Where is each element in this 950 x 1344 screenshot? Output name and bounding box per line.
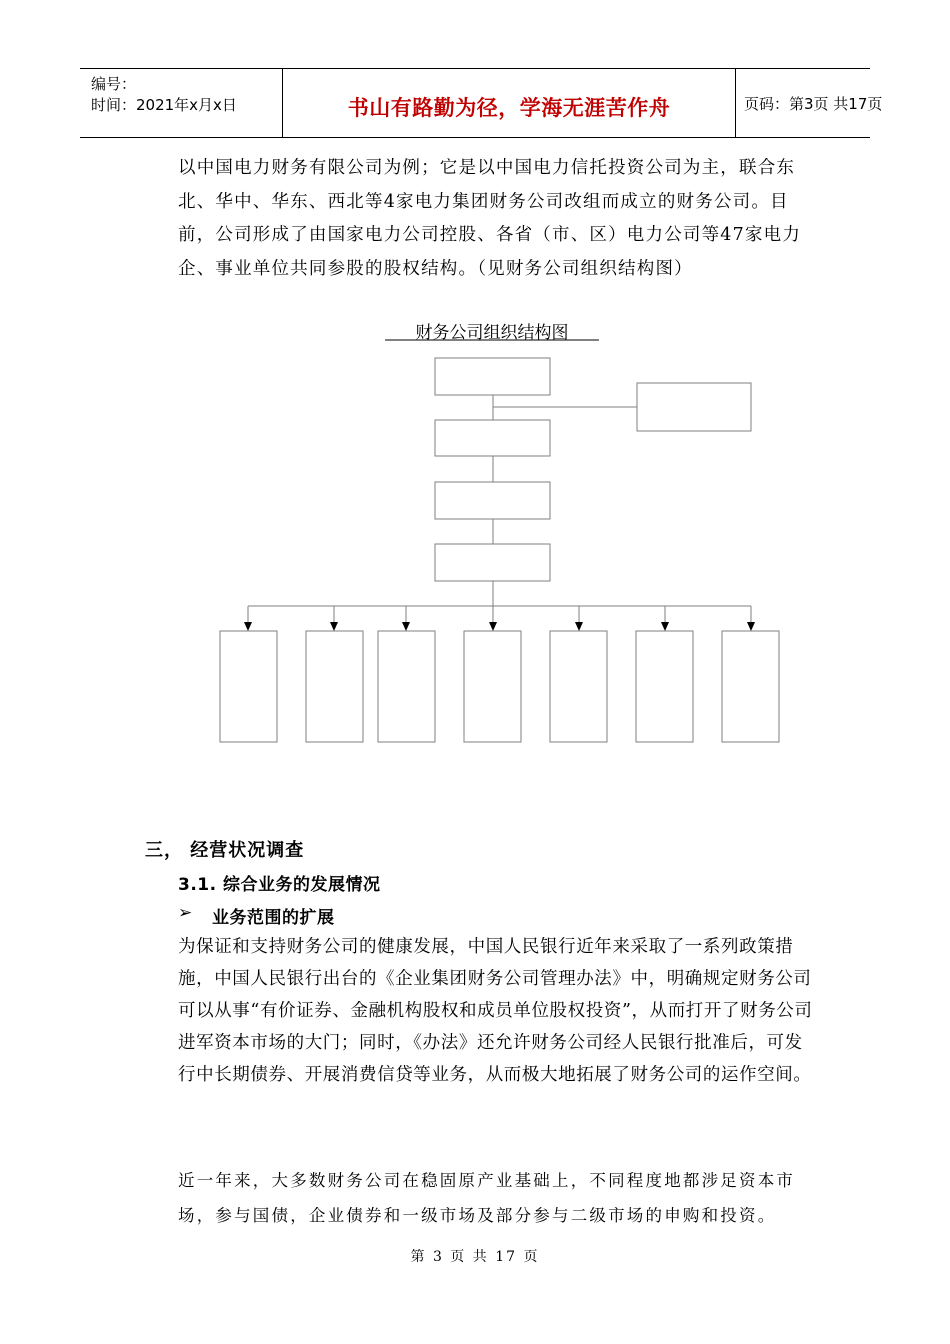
- bullet-arrow-icon: ➢: [178, 903, 193, 923]
- section-heading: 三， 经营状况调查: [145, 840, 305, 861]
- org-box-top: [435, 358, 550, 395]
- arrow-head-2: [330, 622, 338, 631]
- org-box-level2: [435, 420, 550, 456]
- intro-paragraph: 以中国电力财务有限公司为例；它是以中国电力信托投资公司为主，联合东北、华中、华东、西北等4家电力集团财务公司改组而成立的财务公司。目前，公司形成了由国家电力公司控股、各省（市、区）电力公司等47家电力企、事业单位共同参股的股权结构。（见财务公司组织结构图）: [178, 158, 802, 279]
- org-box-bottom-6: [636, 631, 693, 742]
- arrow-head-4: [489, 622, 497, 631]
- diagram-title: 财务公司组织结构图: [415, 323, 569, 343]
- business-scope-paragraph: 为保证和支持财务公司的健康发展，中国人民银行近年来采取了一系列政策措施，中国人民银行出台的《企业集团财务公司管理办法》中，明确规定财务公司可以从事“有价证券、金融机构股权和成员单位股权投资”，从而打开了财务公司进军资本市场的大门；同时，《办法》还允许财务公司经人民银行批准后，可发行中长期债券、开展消费信贷等业务，从而极大地拓展了财务公司的运作空间。: [178, 937, 813, 1085]
- header-motto: 书山有路勤为径，学海无涯苦作舟: [347, 96, 671, 120]
- org-box-bottom-5: [550, 631, 607, 742]
- org-box-bottom-3: [378, 631, 435, 742]
- arrow-head-3: [402, 622, 410, 631]
- arrow-head-6: [661, 622, 669, 631]
- org-box-bottom-4: [464, 631, 521, 742]
- org-box-bottom-2: [306, 631, 363, 742]
- arrow-head-7: [747, 622, 755, 631]
- document-number-label: 编号：: [91, 75, 137, 93]
- capital-market-paragraph: 近一年来，大多数财务公司在稳固原产业基础上，不同程度地都涉足资本市场，参与国债，企业债券和一级市场及部分参与二级市场的申购和投资。: [178, 1171, 796, 1225]
- org-box-bottom-1: [220, 631, 277, 742]
- page-footer: 第 3 页 共 17 页: [410, 1249, 540, 1265]
- subsection-heading: 3.1. 综合业务的发展情况: [178, 875, 381, 895]
- org-box-level4: [435, 544, 550, 581]
- document-time-label: 时间：2021年x月x日: [91, 96, 237, 114]
- org-box-bottom-7: [722, 631, 779, 742]
- arrow-head-1: [244, 622, 252, 631]
- header-page-label: 页码：第3页 共17页: [744, 95, 883, 113]
- org-box-level3: [435, 482, 550, 519]
- bullet-heading: 业务范围的扩展: [212, 908, 335, 928]
- org-box-side: [637, 383, 751, 431]
- arrow-head-5: [575, 622, 583, 631]
